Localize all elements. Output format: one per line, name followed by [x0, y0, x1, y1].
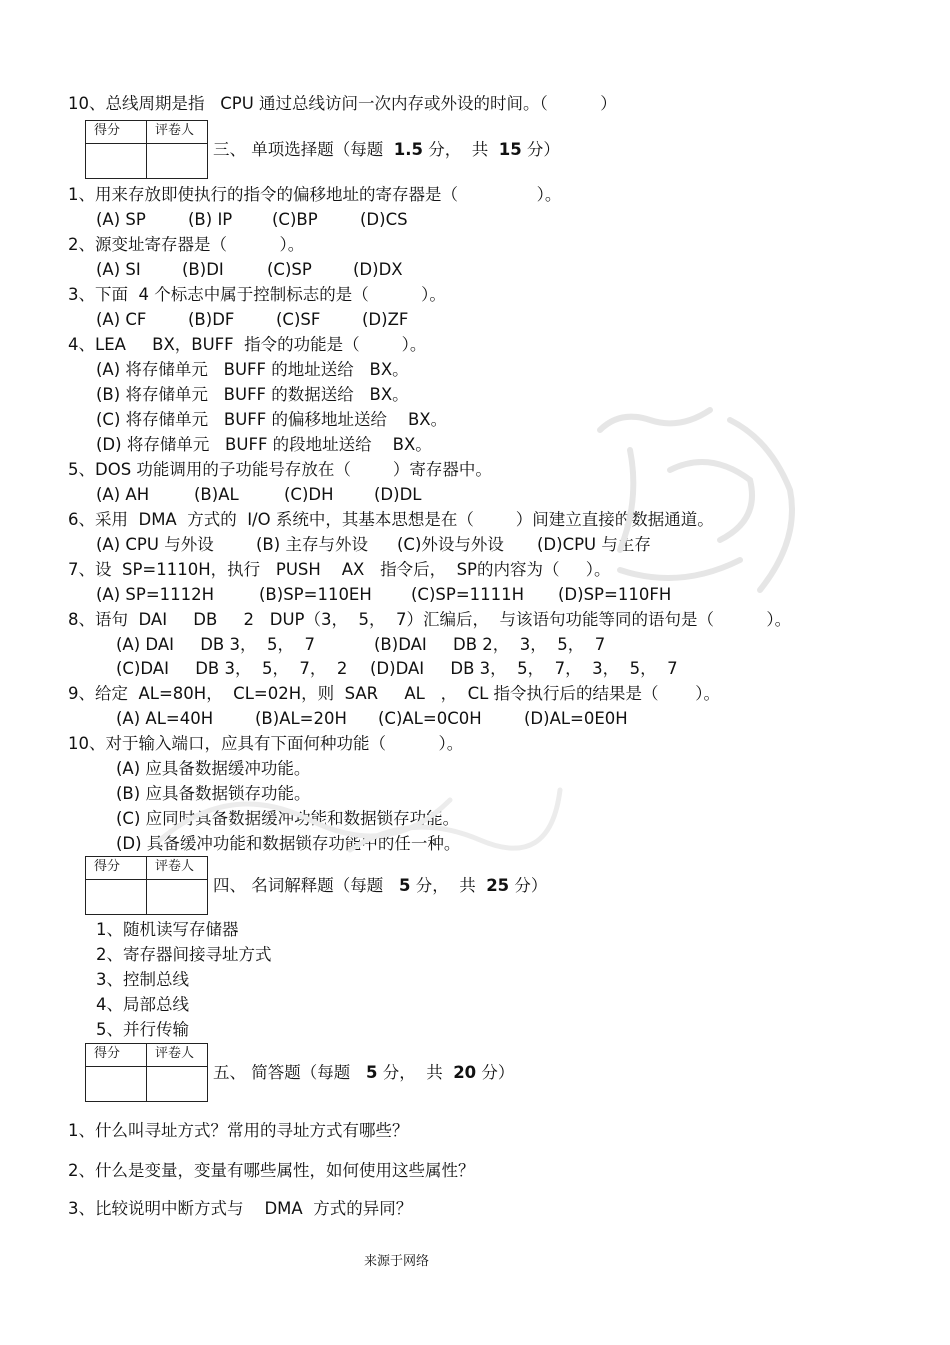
mc-question-4: 4、LEA BX，BUFF 指令的功能是（ ）。: [68, 335, 427, 354]
mc-option: (A) CF: [96, 310, 147, 329]
mc-option: (B) 应具备数据锁存功能。: [116, 784, 311, 803]
mc-option: (A) SI: [96, 260, 141, 279]
term-item: 2、寄存器间接寻址方式: [96, 945, 272, 964]
score-label: 得分: [86, 1044, 147, 1067]
mc-question-7: 7、设 SP=1110H，执行 PUSH AX 指令后， SP的内容为（ ）。: [68, 560, 611, 579]
mc-question-1: 1、用来存放即使执行的指令的偏移地址的寄存器是（ ）。: [68, 185, 562, 204]
score-box: [85, 120, 208, 179]
mc-option: (A) SP=1112H: [96, 585, 215, 604]
grader-cell[interactable]: [147, 880, 208, 915]
grader-cell[interactable]: [147, 144, 208, 179]
score-cell[interactable]: [86, 144, 147, 179]
mc-option: (C)外设与外设: [397, 535, 504, 554]
mc-option: (B) IP: [188, 210, 233, 229]
section-5-title: 五、 简答题（每题 5 分， 共 20 分）: [213, 1063, 515, 1082]
section-3-title: 三、 单项选择题（每题 1.5 分， 共 15 分）: [213, 140, 560, 159]
mc-option: (A) SP: [96, 210, 146, 229]
mc-option: (C)AL=0C0H: [378, 709, 482, 728]
mc-option: (D)DAI DB 3， 5， 7， 3， 5， 7: [370, 659, 678, 678]
mc-option: (D) 将存储单元 BUFF 的段地址送给 BX。: [96, 435, 432, 454]
mc-option: (C) 应同时具备数据缓冲功能和数据锁存功能。: [116, 809, 460, 828]
footer-source: 来源于网络: [364, 1254, 430, 1269]
mc-option: (A) 将存储单元 BUFF 的地址送给 BX。: [96, 360, 409, 379]
mc-option: (C)BP: [272, 210, 318, 229]
mc-option: (D)CS: [360, 210, 408, 229]
term-item: 5、并行传输: [96, 1020, 189, 1039]
mc-option: (A) 应具备数据缓冲功能。: [116, 759, 311, 778]
short-answer-question: 2、什么是变量，变量有哪些属性，如何使用这些属性？: [68, 1161, 475, 1180]
grader-cell[interactable]: [147, 1067, 208, 1102]
mc-option: (D)SP=110FH: [558, 585, 672, 604]
mc-question-8: 8、语句 DAI DB 2 DUP（3， 5， 7）汇编后， 与该语句功能等同的语句是（ ）。: [68, 610, 792, 629]
mc-question-10: 10、对于输入端口，应具有下面何种功能（ ）。: [68, 734, 464, 753]
mc-option: (B)DAI DB 2， 3， 5， 7: [374, 635, 606, 654]
mc-option: (B) 将存储单元 BUFF 的数据送给 BX。: [96, 385, 409, 404]
mc-question-9: 9、给定 AL=80H， CL=02H，则 SAR AL ， CL 指令执行后的结果是（ ）。: [68, 684, 720, 703]
score-box: [85, 1043, 208, 1102]
mc-question-5: 5、DOS 功能调用的子功能号存放在（ ）寄存器中。: [68, 460, 492, 479]
mc-question-3: 3、下面 4 个标志中属于控制标志的是（ ）。: [68, 285, 446, 304]
mc-question-2: 2、源变址寄存器是（ ）。: [68, 235, 305, 254]
mc-option: (B)SP=110EH: [259, 585, 372, 604]
score-label: 得分: [86, 857, 147, 880]
score-label: 得分: [86, 121, 147, 144]
grader-label: 评卷人: [147, 857, 208, 880]
mc-option: (D)ZF: [362, 310, 409, 329]
score-box: [85, 856, 208, 915]
mc-question-6: 6、采用 DMA 方式的 I/O 系统中，其基本思想是在（ ）间建立直接的数据通道。: [68, 510, 714, 529]
mc-option: (C) 将存储单元 BUFF 的偏移地址送给 BX。: [96, 410, 448, 429]
mc-option: (B)DI: [182, 260, 224, 279]
short-answer-question: 1、什么叫寻址方式？常用的寻址方式有哪些？: [68, 1121, 409, 1140]
term-item: 4、局部总线: [96, 995, 189, 1014]
mc-option: (B)AL=20H: [255, 709, 347, 728]
mc-option: (C)SP=1111H: [411, 585, 525, 604]
grader-label: 评卷人: [147, 1044, 208, 1067]
mc-option: (A) AL=40H: [116, 709, 214, 728]
mc-option: (C)DAI DB 3， 5， 7， 2: [116, 659, 348, 678]
mc-option: (B)DF: [188, 310, 235, 329]
mc-option: (C)DH: [284, 485, 334, 504]
term-item: 3、控制总线: [96, 970, 189, 989]
section-4-title: 四、 名词解释题（每题 5 分， 共 25 分）: [213, 876, 548, 895]
term-item: 1、随机读写存储器: [96, 920, 239, 939]
mc-option: (D)DX: [353, 260, 403, 279]
mc-option: (D)DL: [374, 485, 422, 504]
mc-option: (B) 主存与外设: [256, 535, 368, 554]
mc-option: (C)SP: [267, 260, 312, 279]
mc-option: (D)AL=0E0H: [524, 709, 628, 728]
score-cell[interactable]: [86, 880, 147, 915]
mc-option: (A) CPU 与外设: [96, 535, 214, 554]
mc-option: (A) AH: [96, 485, 150, 504]
short-answer-question: 3、比较说明中断方式与 DMA 方式的异同？: [68, 1199, 413, 1218]
grader-label: 评卷人: [147, 121, 208, 144]
mc-option: (C)SF: [276, 310, 321, 329]
mc-option: (D) 具备缓冲功能和数据锁存功能中的任一种。: [116, 834, 461, 853]
mc-option: (D)CPU 与主存: [537, 535, 651, 554]
mc-option: (A) DAI DB 3， 5， 7: [116, 635, 315, 654]
score-cell[interactable]: [86, 1067, 147, 1102]
mc-option: (B)AL: [194, 485, 239, 504]
tf-question-10: 10、总线周期是指 CPU 通过总线访问一次内存或外设的时间。（ ）: [68, 94, 617, 113]
